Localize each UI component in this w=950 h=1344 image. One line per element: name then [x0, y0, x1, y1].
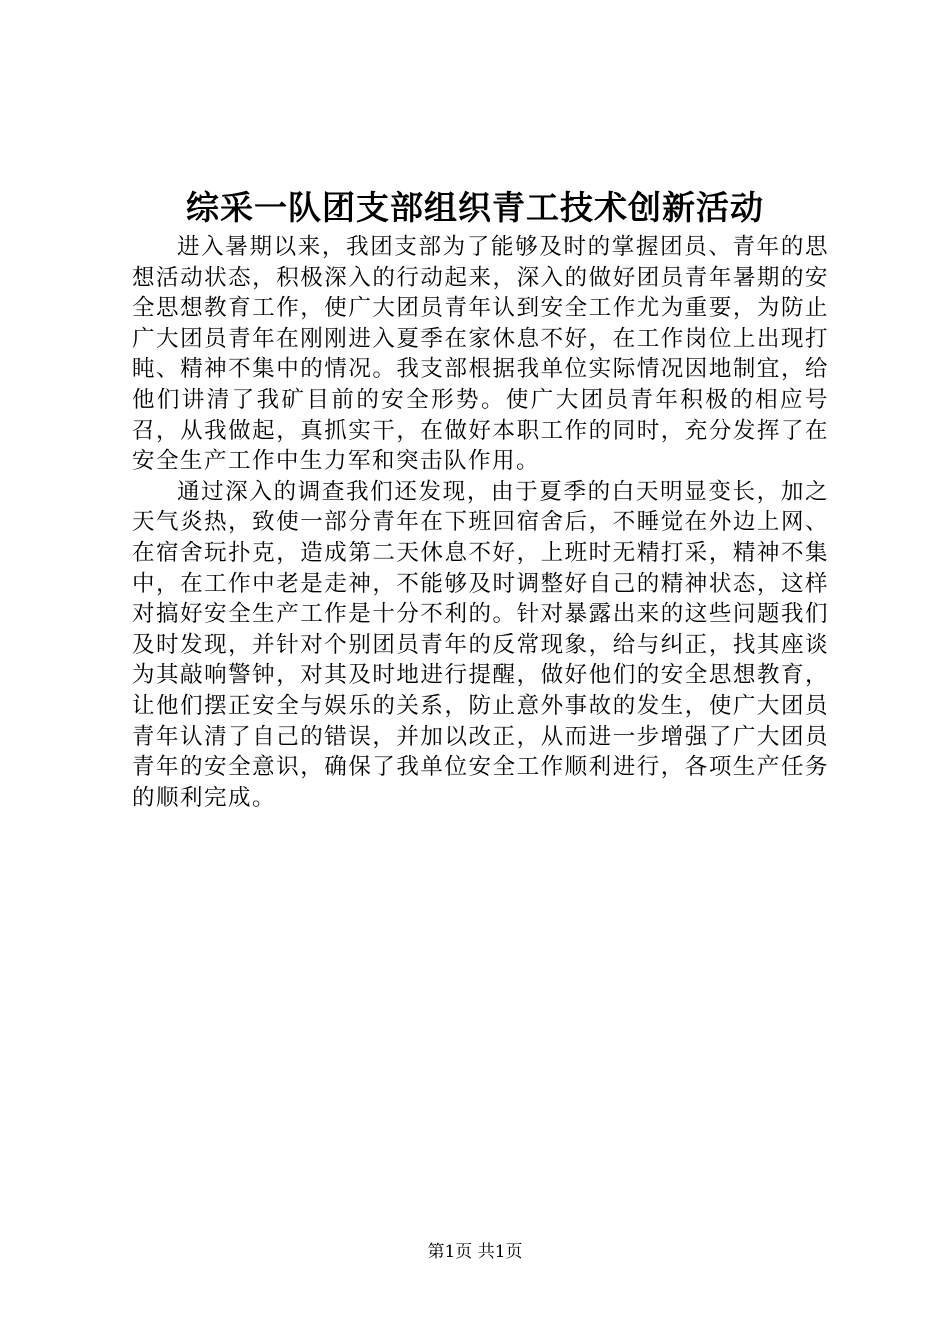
paragraph-2: 通过深入的调查我们还发现，由于夏季的白天明显变长，加之天气炎热，致使一部分青年在下班回宿舍后，不睡觉在外边上网、在宿舍玩扑克，造成第二天休息不好，上班时无精打采，精神不集中，在工作中老是走神，不能够及时调整好自己的精神状态，这样对搞好安全生产工作是十分不利的。针对暴露出来的这些问题我们及时发现，并针对个别团员青年的反常现象，给与纠正，找其座谈为其敲响警钟，对其及时地进行提醒，做好他们的安全思想教育，让他们摆正安全与娱乐的关系，防止意外事故的发生，使广大团员青年认清了自己的错误，并加以改正，从而进一步增强了广大团员青年的安全意识，确保了我单位安全工作顺利进行，各项生产任务的顺利完成。	[132, 478, 829, 811]
document-title: 综采一队团支部组织青工技术创新活动	[186, 188, 764, 227]
document-body	[132, 232, 829, 813]
page-footer: 第1页 共1页	[427, 1242, 523, 1262]
paragraph-1: 进入暑期以来，我团支部为了能够及时的掌握团员、青年的思想活动状态，积极深入的行动起来，深入的做好团员青年暑期的安全思想教育工作，使广大团员青年认到安全工作尤为重要，为防止广大团员青年在刚刚进入夏季在家休息不好，在工作岗位上出现打盹、精神不集中的情况。我支部根据我单位实际情况因地制宜，给他们讲清了我矿目前的安全形势。使广大团员青年积极的相应号召，从我做起，真抓实干，在做好本职工作的同时，充分发挥了在安全生产工作中生力军和突击队作用。	[132, 234, 829, 475]
